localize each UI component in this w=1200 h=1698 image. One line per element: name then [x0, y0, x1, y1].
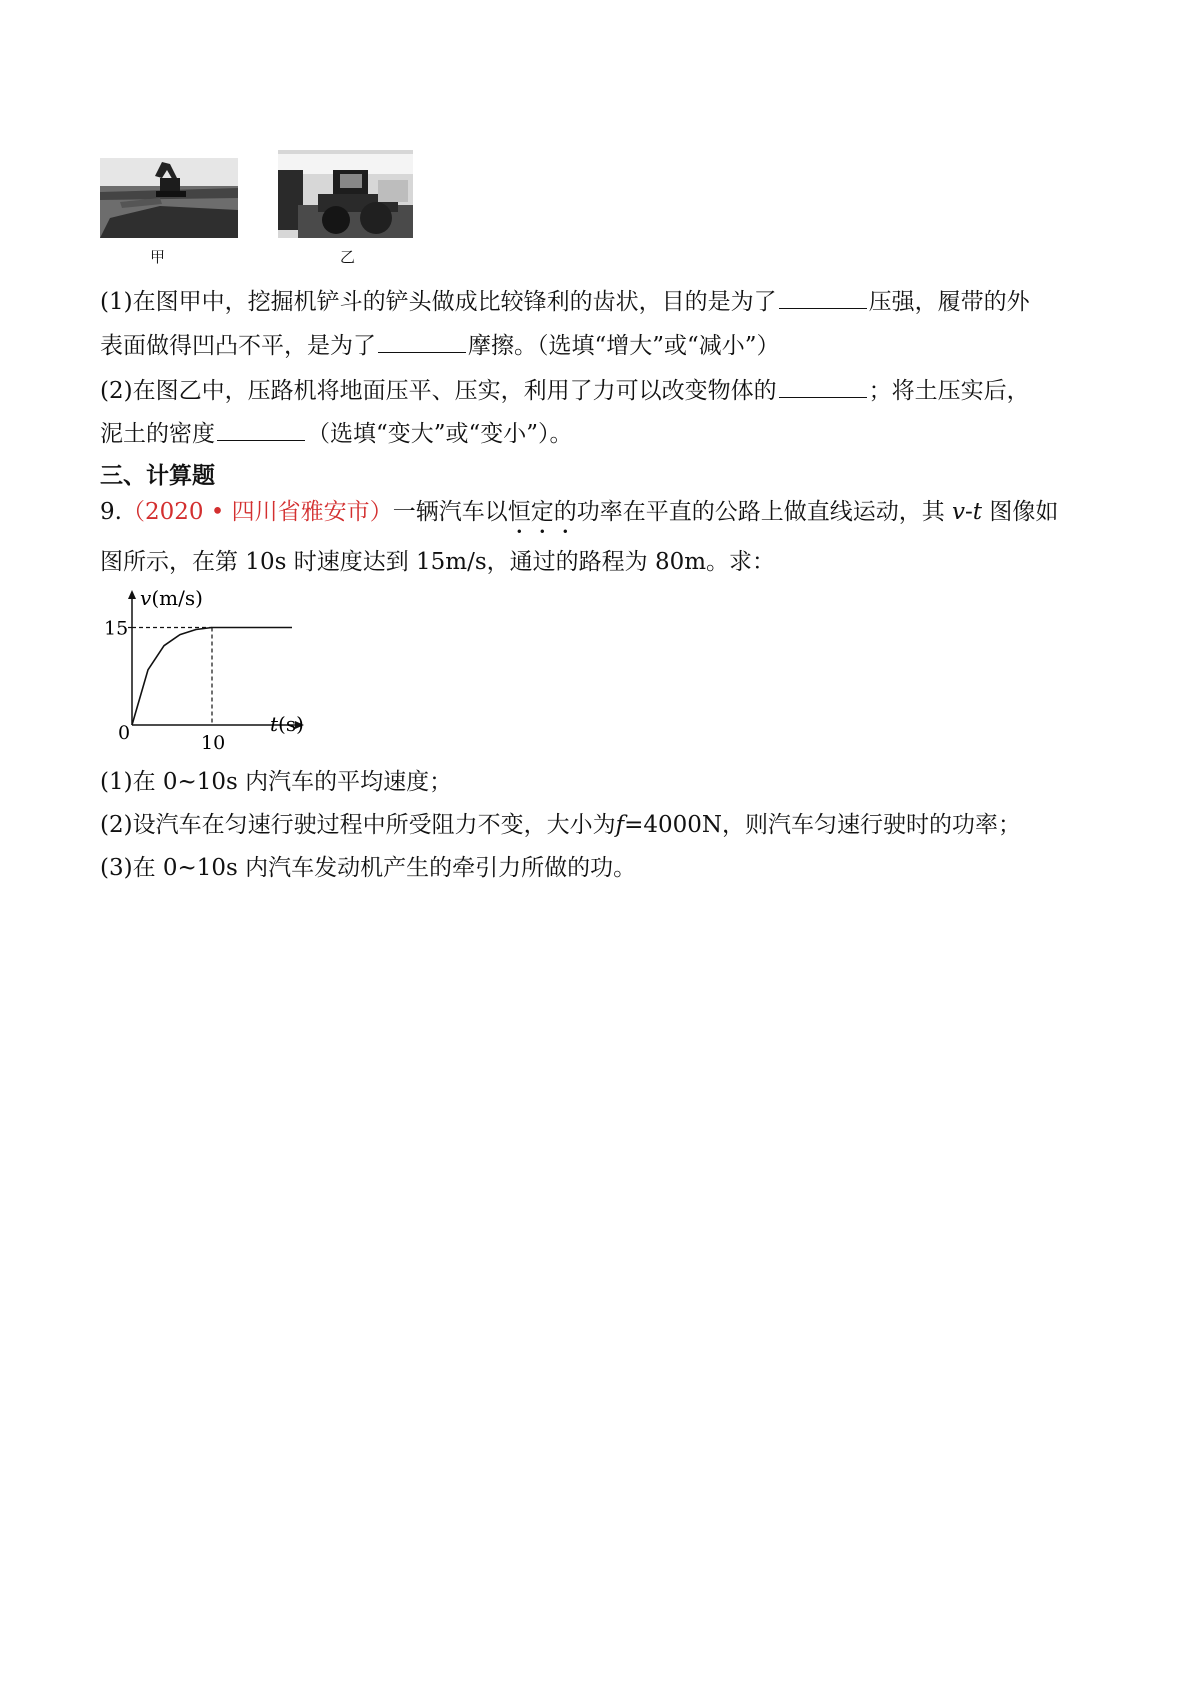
q8-part2-text-c: 泥土的密度: [100, 421, 215, 447]
y-tick-label-0: 15: [104, 617, 129, 640]
y-axis-label: v(m/s): [140, 586, 203, 610]
q8-part1-text-b: 压强，履带的外: [868, 289, 1030, 315]
q8-part2-line1: [100, 375, 1030, 407]
q8-part2-line2: [100, 418, 573, 450]
q9-sub2-text-a: (2)设汽车在匀速行驶过程中所受阻力不变，大小为: [100, 812, 616, 838]
answer-blank-1: [779, 286, 867, 309]
q8-part2-text-d: （选填“变大”或“变小”）。: [307, 421, 573, 447]
q8-part1-text-c: 表面做得凹凸不平，是为了: [100, 333, 376, 359]
vt-graph: [104, 585, 310, 760]
x-tick-label-0: 10: [201, 732, 226, 754]
road-roller-photo: [278, 150, 413, 238]
figure-caption-a: 甲: [150, 248, 166, 266]
q9-vt-dash: -: [965, 499, 973, 525]
q9-source: （2020 • 四川省雅安市）: [121, 499, 393, 525]
figure-caption-b: 乙: [340, 248, 356, 266]
q8-part1-line1: [100, 286, 1030, 318]
q9-sub2-text-b: =4000N，则汽车匀速行驶时的功率；: [624, 812, 1022, 838]
y-axis-arrow: [128, 590, 136, 599]
x-axis-label: t(s): [270, 712, 304, 736]
q9-vt-t: t: [972, 499, 983, 525]
answer-blank-3: [779, 375, 867, 398]
q9-number: 9.: [100, 499, 122, 525]
q9-sub1: (1)在 0~10s 内汽车的平均速度；: [100, 769, 453, 795]
q8-part1-line2: [100, 330, 780, 362]
q8-part1-text-a: (1)在图甲中，挖掘机铲斗的铲头做成比较锋利的齿状，目的是为了: [100, 289, 777, 315]
q9-line2: 图所示，在第 10s 时速度达到 15m/s，通过的路程为 80m。求：: [100, 549, 776, 575]
q8-part2-text-b: ；将土压实后，: [868, 378, 1030, 404]
q9-sub2: [100, 809, 1021, 841]
q9-emphasis: 恒定的: [507, 499, 577, 525]
origin-label: 0: [118, 722, 131, 744]
answer-blank-2: [378, 330, 466, 353]
q9-text-c: 图像如: [989, 499, 1059, 525]
q9-vt-v: v: [952, 499, 965, 525]
graph-labels: [104, 586, 304, 754]
answer-blank-4: [217, 418, 305, 441]
q8-part1-text-d: 摩擦。（选填“增大”或“减小”）: [468, 333, 780, 359]
q9-sub3: (3)在 0~10s 内汽车发动机产生的牵引力所做的功。: [100, 855, 637, 881]
section-title: 三、计算题: [100, 463, 215, 489]
q9-text-a: 一辆汽车以: [392, 499, 508, 525]
excavator-photo: [100, 158, 238, 238]
q9-sub2-f: f: [615, 812, 625, 838]
q9-text-b: 功率在平直的公路上做直线运动，其: [576, 499, 945, 525]
q8-part2-text-a: (2)在图乙中，压路机将地面压平、压实，利用了力可以改变物体的: [100, 378, 777, 404]
q9-line1: [100, 496, 1058, 539]
